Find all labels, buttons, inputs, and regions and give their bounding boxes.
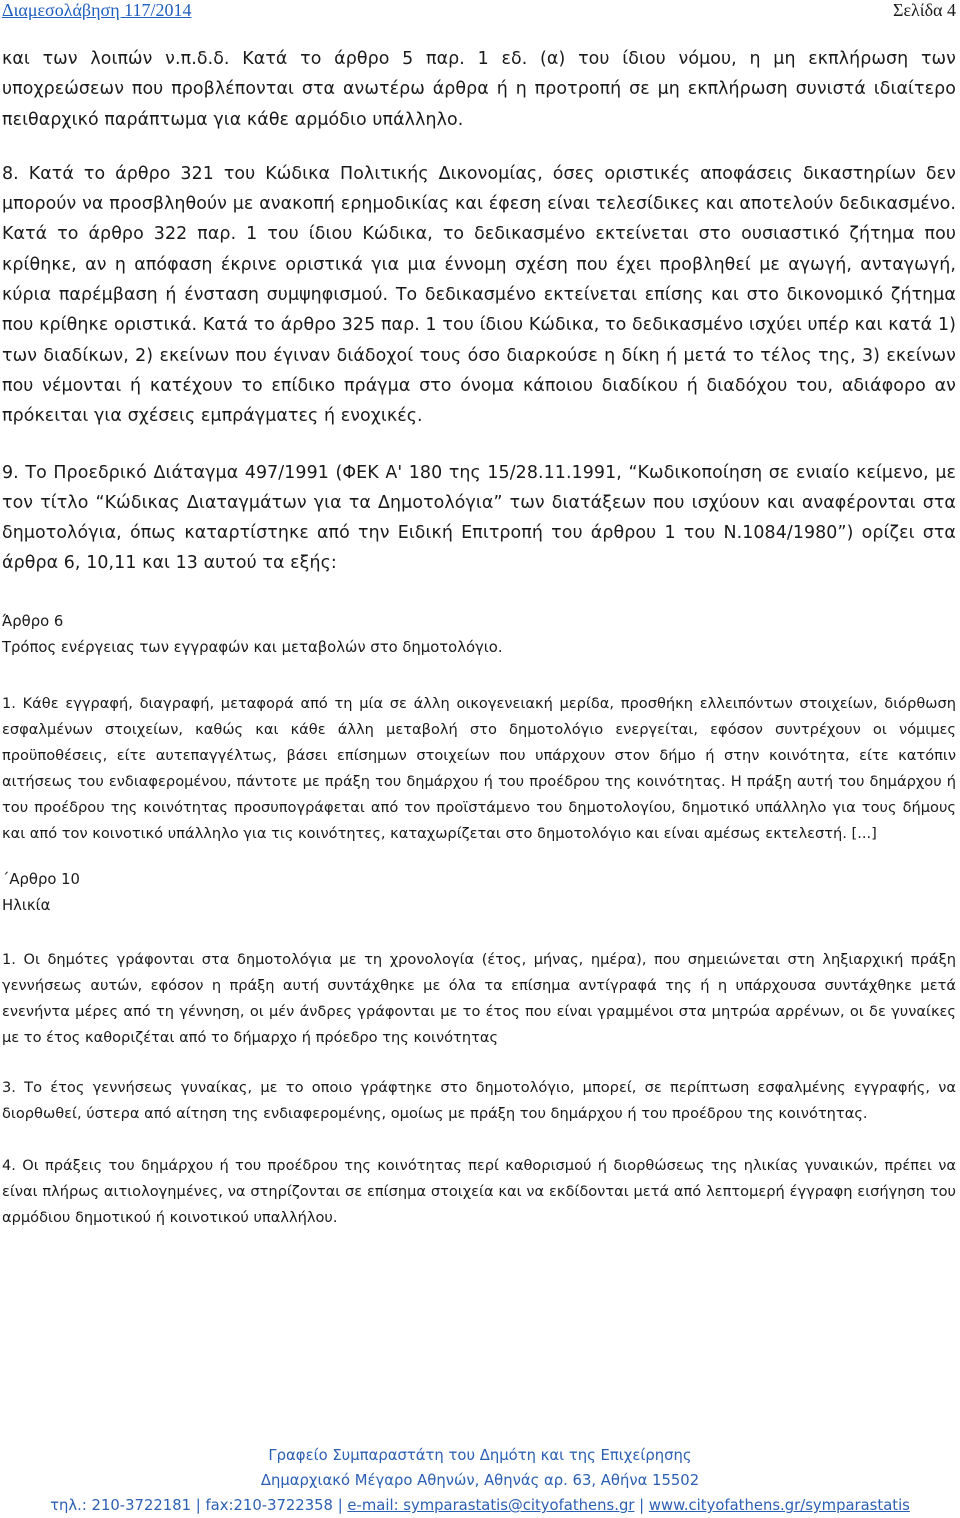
paragraph-intro: και των λοιπών ν.π.δ.δ. Κατά το άρθρο 5 παρ. 1 εδ. (α) του ίδιου νόμου, η μη εκπλήρωση των υποχρεώσεων που προβλέπονται στα ανωτέρω άρθρα ή η προτροπή σε μη εκπλήρωση συνιστά ιδιαίτερο πειθαρχικό παράπτωμα για κάθε αρμόδιο υπάλληλο. [2,49,956,130]
article-6-paragraph-1: 1. Κάθε εγγραφή, διαγραφή, μεταφορά από τη μία σε άλλη οικογενειακή μερίδα, προσθήκη ελλειπόντων στοιχείων, διόρθωση εσφαλμένων στοιχείων, καθώς και κάθε άλλη μεταβολή στο δημοτολόγιο ενεργείται, εφόσον συντρέχουν οι νόμιμες προϋποθέσεις, είτε αυτεπαγγέλτως, βάσει επίσημων στοιχείων που υπάρχουν στον δήμο ή στην κοινότητα, είτε κατόπιν αιτήσεως του ενδιαφερομένου, πάντοτε με πράξη του δημάρχου ή του προέδρου της κοινότητας. Η πράξη αυτή του δημάρχου ή του προέδρου της κοινότητας προσυπογράφεται από τον προϊστάμενο του δημοτολογίου, δημοτικό υπάλληλο για τους δήμους και από τον κοινοτικό υπάλληλο για τις κοινότητες, καταχωρίζεται στο δημοτολόγιο και είναι αμέσως εκτελεστή. [...] [2,694,956,842]
mediation-reference-link[interactable]: Διαμεσολάβηση 117/2014 [2,0,192,20]
footer-separator: | [195,1497,201,1514]
footer-website-link[interactable]: www.cityofathens.gr/symparastatis [648,1497,910,1514]
article-10-title: ΄Αρθρο 10 [2,870,80,888]
page-number: Σελίδα 4 [892,0,956,20]
footer-contact-line [0,1493,960,1518]
article-10-paragraph-3: 3. Το έτος γεννήσεως γυναίκας, με το οποιο γράφτηκε στο δημοτολόγιο, μπορεί, σε περίπτωση εσφαλμένης εγγραφής, να διορθωθεί, ύστερα από αίτηση της ενδιαφερομένης, ομοίως με πράξη του δημάρχου ή του προέδρου της κοινότητας. [2,1078,956,1122]
footer-email-link[interactable]: e-mail: symparastatis@cityofathens.gr [347,1497,635,1514]
article-10-paragraph-4: 4. Οι πράξεις του δημάρχου ή του προέδρου της κοινότητας περί καθορισμού ή διορθώσεως της ηλικίας γυναικών, πρέπει να είναι πλήρως αιτιολογημένες, να στηρίζονται σε επίσημα στοιχεία και να εκδίδονται μετά από λεπτομερή έγγραφη εισήγηση του αρμόδιου δημοτικού ή κοινοτικού υπαλλήλου. [2,1156,956,1226]
footer-office-name: Γραφείο Συμπαραστάτη του Δημότη και της Επιχείρησης [268,1447,692,1464]
page-header [0,0,960,24]
footer-separator: | [337,1497,343,1514]
footer-separator: | [639,1497,645,1514]
paragraph-9: 9. Το Προεδρικό Διάταγμα 497/1991 (ΦΕΚ Α' 180 της 15/28.11.1991, “Κωδικοποίηση σε ενιαίο κείμενο, με τον τίτλο “Κώδικας Διαταγμάτων για τα Δημοτολόγια” των διατάξεων που ισχύουν και αναφέρονται στα δημοτολόγια, όπως καταρτίστηκε από την Ειδική Επιτροπή του άρθρου 1 του Ν.1084/1980”) ορίζει στα άρθρα 6, 10,11 και 13 αυτού τα εξής: [2,462,956,574]
article-10-paragraph-1: 1. Οι δημότες γράφονται στα δημοτολόγια με τη χρονολογία (έτος, μήνας, ημέρα), που σημειώνεται στη ληξιαρχική πράξη γεννήσεως αυτών, εφόσον η πράξη αυτή συντάχθηκε με όλα τα επίσημα αντίγραφά της ή η υπάρχουσα συντάχθηκε μετά ενενήντα μέρες από τη γέννηση, οι μέν άνδρες γράφονται με το έτος που είναι γραμμένοι στα μητρώα αρρένων, οι δε γυναίκες με το έτος καθοριζέται από το δήμαρχο ή πρόεδρο της κοινότητας [2,950,956,1046]
article-6-title: Άρθρο 6 [2,612,64,630]
article-6-subtitle: Τρόπος ενέργειας των εγγραφών και μεταβολών στο δημοτολόγιο. [2,638,503,656]
document-body [2,44,956,1231]
footer-phone: τηλ.: 210-3722181 [50,1497,192,1514]
footer-fax: fax:210-3722358 [205,1497,333,1514]
paragraph-8: 8. Κατά το άρθρο 321 του Κώδικα Πολιτικής Δικονομίας, όσες οριστικές αποφάσεις δικαστηρίων δεν μπορούν να προσβληθούν με ανακοπή ερημοδικίας και έφεση είναι τελεσίδικες και αποτελούν δεδικασμένο. Κατά το άρθρο 322 παρ. 1 του ίδιου Κώδικα, το δεδικασμένο εκτείνεται στο ουσιαστικό ζήτημα που κρίθηκε, αν η απόφαση έκρινε οριστικά για μια έννομη σχέση που έχει προβληθεί με αγωγή, ανταγωγή, κύρια παρέμβαση ή ένσταση συμψηφισμού. Το δεδικασμένο εκτείνεται επίσης και στο δικονομικό ζήτημα που κρίθηκε οριστικά. Κατά το άρθρο 325 παρ. 1 του ίδιου Κώδικα, το δεδικασμένο ισχύει υπέρ και κατά 1) των διαδίκων, 2) εκείνων που έγιναν διάδοχοί τους όσο διαρκούσε η δίκη ή μετά το τέλος της, 3) εκείνων που νέμονται ή κατέχουν το επίδικο πράγμα στο όνομα κάποιου διαδίκου ή διαδόχου του, αδιάφορο αν πρόκειται για σχέσεις εμπράγματες ή ενοχικές. [2,163,956,427]
page-footer [0,1443,960,1518]
article-10-subtitle: Ηλικία [2,896,51,914]
footer-address: Δημαρχιακό Μέγαρο Αθηνών, Αθηνάς αρ. 63, Αθήνα 15502 [260,1472,700,1489]
